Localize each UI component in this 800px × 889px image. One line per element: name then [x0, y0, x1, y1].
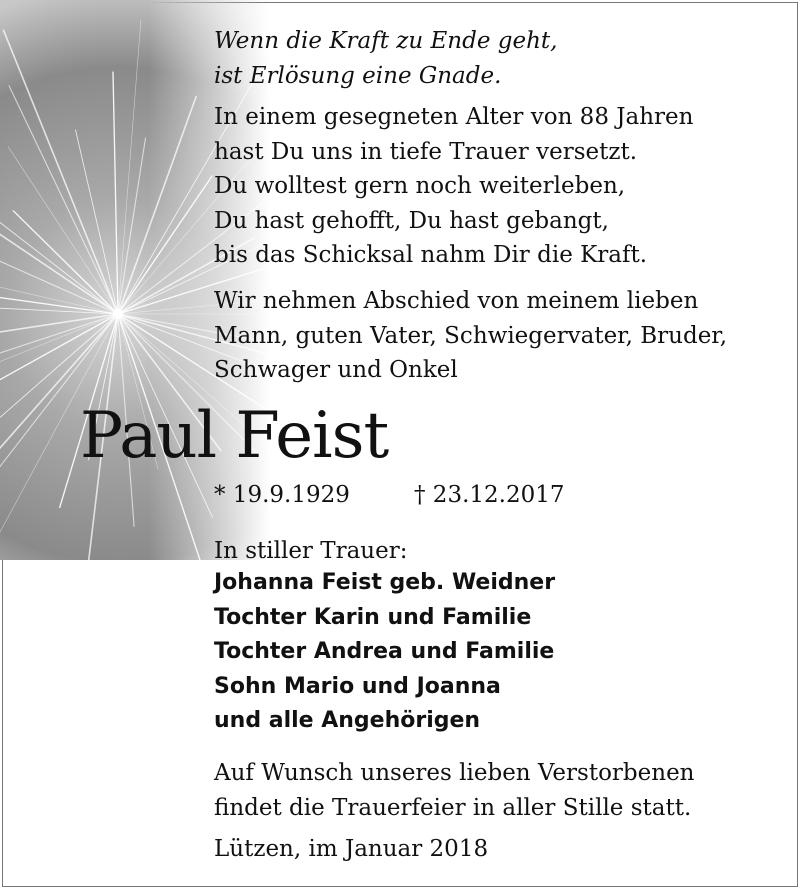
farewell-line: Wir nehmen Abschied von meinem lieben: [214, 288, 699, 314]
death-date: † 23.12.2017: [414, 482, 565, 508]
verse-line: hast Du uns in tiefe Trauer versetzt.: [214, 138, 638, 165]
mourners-list: [214, 566, 780, 739]
mourner: Tochter Andrea und Familie: [214, 639, 555, 664]
verse-line: Du wolltest gern noch weiterleben,: [214, 173, 626, 199]
verse-line: In einem gesegneten Alter von 88 Jahren: [214, 104, 694, 130]
verse-line: bis das Schicksal nahm Dir die Kraft.: [214, 242, 648, 268]
birth-date: * 19.9.1929: [214, 482, 350, 508]
deceased-name: Paul Feist: [80, 399, 389, 473]
farewell-text: [214, 284, 780, 388]
farewell-line: Mann, guten Vater, Schwiegervater, Bruder,: [214, 322, 728, 349]
mourner: Sohn Mario und Joanna: [214, 673, 501, 699]
motto: [214, 24, 780, 93]
mourners-intro: In stiller Trauer:: [214, 538, 408, 564]
funeral-note-line: Auf Wunsch unseres lieben Verstorbenen: [214, 760, 695, 786]
farewell-line: Schwager und Onkel: [214, 357, 458, 383]
motto-line: ist Erlösung eine Gnade.: [214, 62, 502, 89]
funeral-note-line: findet die Trauerfeier in aller Stille statt.: [214, 794, 692, 821]
place-and-date: Lützen, im Januar 2018: [214, 836, 489, 862]
mourner: Johanna Feist geb. Weidner: [214, 570, 556, 595]
life-dates: [214, 478, 565, 513]
mourner: und alle Angehörigen: [214, 708, 481, 733]
funeral-note: [214, 756, 780, 825]
mourner: Tochter Karin und Familie: [214, 604, 532, 630]
verse: [214, 100, 780, 273]
verse-line: Du hast gehofft, Du hast gebangt,: [214, 207, 609, 234]
motto-line: Wenn die Kraft zu Ende geht,: [214, 28, 558, 54]
